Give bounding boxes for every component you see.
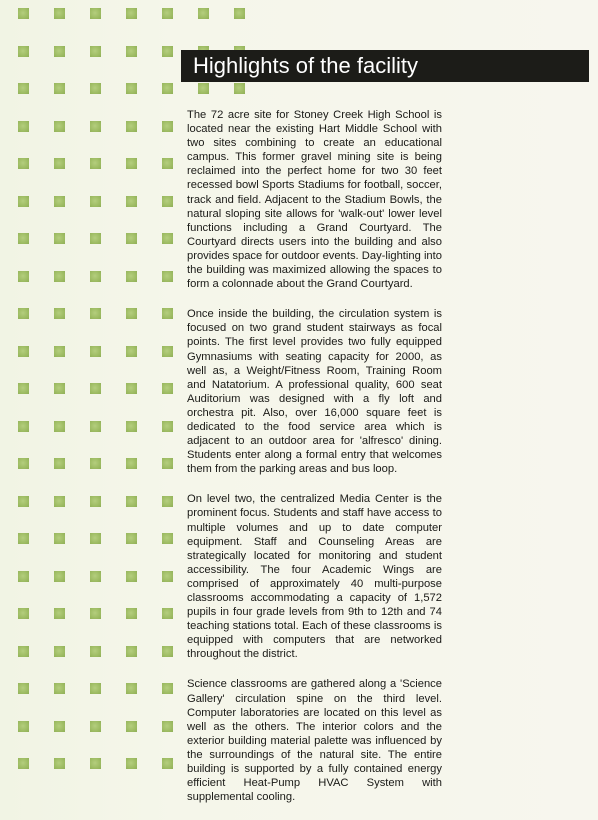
pattern-square	[126, 196, 137, 207]
pattern-square	[18, 308, 29, 319]
pattern-square	[162, 158, 173, 169]
pattern-square	[162, 83, 173, 94]
pattern-square	[126, 571, 137, 582]
pattern-square	[18, 646, 29, 657]
pattern-square	[126, 383, 137, 394]
paragraph-site: The 72 acre site for Stoney Creek High School is located near the existing Hart Middle School with two sites combining to create an educational campus. This former gravel mining site is being reclaimed into the perfect home for two 30 feet recessed bowl Sports Stadiums for football, soccer, track and field. Adjacent to the Stadium Bowls, the natural sloping site allows for 'walk-out' lower level functions including a Grand Courtyard. The Courtyard directs users into the building and also provides space for outdoor events. Day-lighting into the building was maximized allowing the spaces to form a colonnade about the Grand Courtyard.	[187, 109, 442, 291]
pattern-square	[90, 458, 101, 469]
pattern-square	[90, 758, 101, 769]
pattern-square	[162, 196, 173, 207]
pattern-square	[162, 646, 173, 657]
pattern-square	[90, 496, 101, 507]
pattern-square	[162, 533, 173, 544]
pattern-square	[126, 8, 137, 19]
pattern-square	[126, 308, 137, 319]
pattern-square	[18, 233, 29, 244]
pattern-square	[126, 496, 137, 507]
pattern-square	[126, 421, 137, 432]
pattern-square	[54, 346, 65, 357]
pattern-square	[162, 308, 173, 319]
pattern-square	[126, 533, 137, 544]
pattern-square	[162, 721, 173, 732]
paragraph-second-level: On level two, the centralized Media Center is the prominent focus. Students and staff have access to multiple volumes and up to date computer equipment. Staff and Counseling Areas are strategically located for monitoring and student accessibility. The four Academic Wings are comprised of approximately 40 multi-purpose classrooms accommodating a capacity of 1,572 pupils in four grade levels from 9th to 12th and 74 teaching stations total. Each of these classrooms is equipped with computers that are networked throughout the district.	[187, 493, 442, 661]
pattern-square	[198, 8, 209, 19]
pattern-square	[162, 8, 173, 19]
pattern-square	[126, 458, 137, 469]
pattern-square	[234, 83, 245, 94]
pattern-square	[126, 158, 137, 169]
pattern-square	[90, 683, 101, 694]
pattern-square	[162, 421, 173, 432]
pattern-square	[18, 608, 29, 619]
pattern-square	[126, 646, 137, 657]
pattern-square	[90, 421, 101, 432]
pattern-square	[18, 758, 29, 769]
pattern-square	[18, 683, 29, 694]
pattern-square	[54, 121, 65, 132]
pattern-square	[18, 346, 29, 357]
title-banner	[181, 50, 589, 82]
pattern-square	[90, 196, 101, 207]
pattern-square	[54, 8, 65, 19]
paragraph-first-level: Once inside the building, the circulation system is focused on two grand student stairways as focal points. The first level provides two fully equipped Gymnasiums with seating capacity for 2000, as well as, a Weight/Fitness Room, Training Room and Natatorium. A professional quality, 600 seat Auditorium was designed with a fly loft and orchestra pit. Also, over 16,000 square feet is dedicated to the food service area which is adjacent to an outdoor area for 'alfresco' dining. Students enter along a formal entry that welcomes them from the parking areas and bus loop.	[187, 308, 442, 476]
pattern-square	[162, 571, 173, 582]
pattern-square	[90, 83, 101, 94]
pattern-square	[234, 8, 245, 19]
pattern-square	[54, 46, 65, 57]
pattern-square	[54, 533, 65, 544]
pattern-square	[126, 46, 137, 57]
pattern-square	[162, 458, 173, 469]
pattern-square	[54, 271, 65, 282]
pattern-square	[126, 233, 137, 244]
pattern-square	[18, 571, 29, 582]
pattern-square	[54, 646, 65, 657]
pattern-square	[90, 158, 101, 169]
pattern-square	[18, 421, 29, 432]
pattern-square	[54, 721, 65, 732]
pattern-square	[126, 346, 137, 357]
pattern-square	[18, 196, 29, 207]
pattern-square	[54, 758, 65, 769]
pattern-square	[90, 383, 101, 394]
pattern-square	[54, 458, 65, 469]
pattern-square	[18, 533, 29, 544]
pattern-square	[54, 158, 65, 169]
pattern-square	[54, 233, 65, 244]
pattern-square	[162, 608, 173, 619]
article-body	[187, 108, 442, 820]
pattern-square	[90, 8, 101, 19]
pattern-square	[18, 458, 29, 469]
pattern-square	[18, 8, 29, 19]
paragraph-third-level: Science classrooms are gathered along a 'Science Gallery' circulation spine on the third level. Computer laboratories are located on this level as well as the others. The interior colors and the exterior building material palette was influenced by the surroundings of the natural site. The entire building is supported by a fully contained energy efficient Heat-Pump HVAC System with supplemental cooling.	[187, 678, 442, 804]
pattern-square	[18, 46, 29, 57]
pattern-square	[18, 383, 29, 394]
pattern-square	[54, 421, 65, 432]
pattern-square	[162, 271, 173, 282]
pattern-square	[18, 496, 29, 507]
pattern-square	[126, 758, 137, 769]
page-title: Highlights of the facility	[193, 53, 418, 78]
pattern-square	[90, 646, 101, 657]
pattern-square	[54, 571, 65, 582]
pattern-square	[90, 533, 101, 544]
pattern-square	[54, 683, 65, 694]
pattern-square	[90, 571, 101, 582]
pattern-square	[126, 608, 137, 619]
pattern-square	[198, 83, 209, 94]
pattern-square	[162, 758, 173, 769]
pattern-square	[162, 496, 173, 507]
pattern-square	[90, 46, 101, 57]
pattern-square	[162, 383, 173, 394]
pattern-square	[54, 383, 65, 394]
pattern-square	[162, 233, 173, 244]
pattern-square	[126, 83, 137, 94]
pattern-square	[90, 608, 101, 619]
pattern-square	[54, 196, 65, 207]
pattern-square	[90, 721, 101, 732]
pattern-square	[162, 683, 173, 694]
pattern-square	[90, 271, 101, 282]
pattern-square	[90, 233, 101, 244]
pattern-square	[54, 608, 65, 619]
pattern-square	[18, 83, 29, 94]
pattern-square	[126, 121, 137, 132]
pattern-square	[90, 346, 101, 357]
pattern-square	[18, 721, 29, 732]
pattern-square	[54, 83, 65, 94]
pattern-square	[18, 271, 29, 282]
pattern-square	[18, 158, 29, 169]
pattern-square	[126, 721, 137, 732]
pattern-square	[126, 683, 137, 694]
pattern-square	[90, 121, 101, 132]
pattern-square	[162, 346, 173, 357]
pattern-square	[54, 308, 65, 319]
pattern-square	[18, 121, 29, 132]
pattern-square	[162, 46, 173, 57]
pattern-square	[90, 308, 101, 319]
pattern-square	[54, 496, 65, 507]
pattern-square	[126, 271, 137, 282]
pattern-square	[162, 121, 173, 132]
